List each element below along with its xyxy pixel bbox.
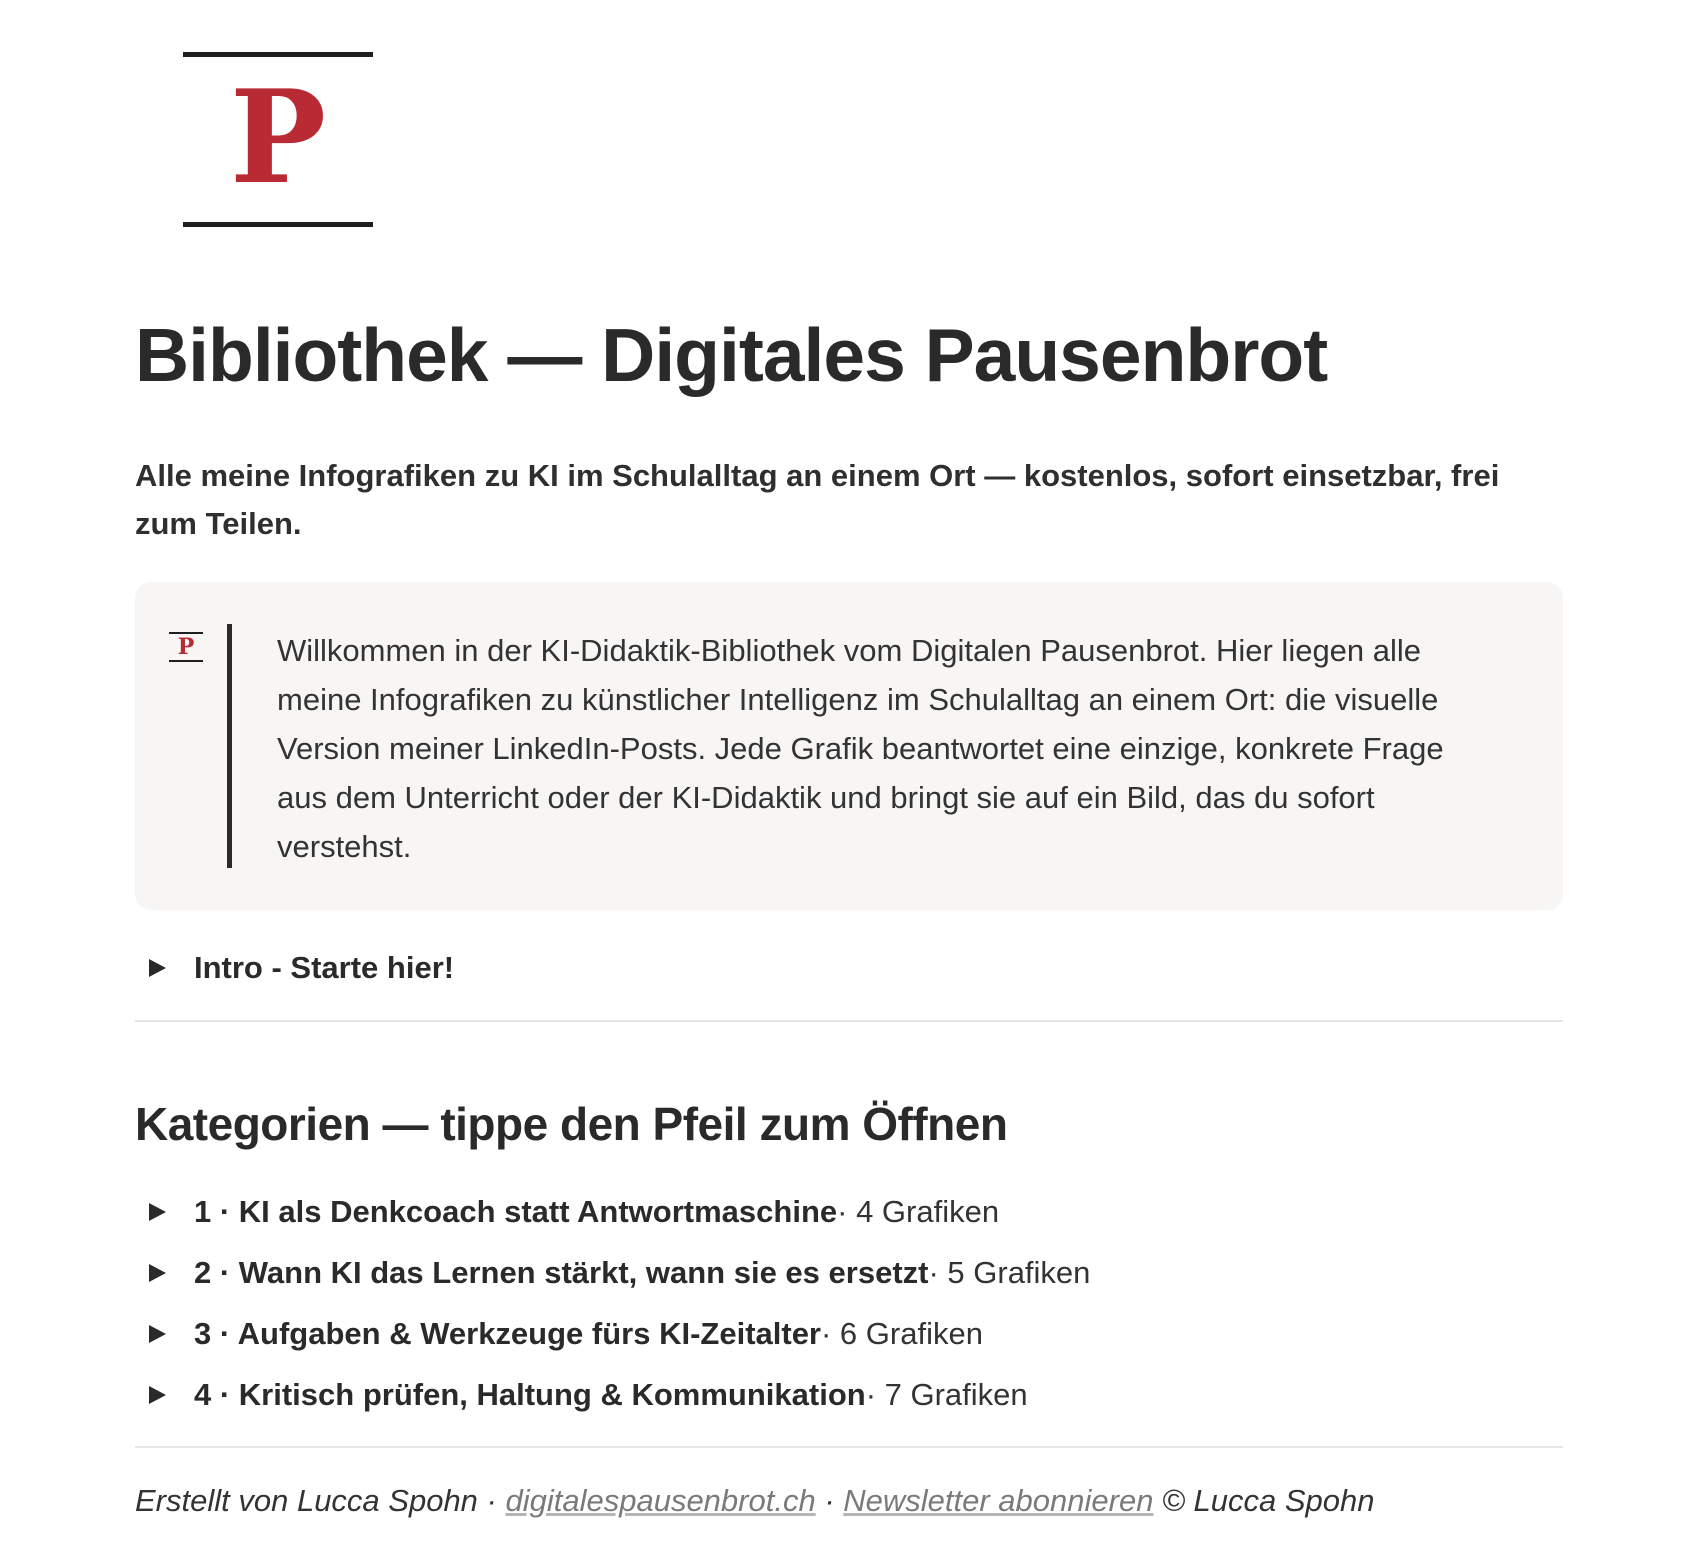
newsletter-link[interactable]: Newsletter abonnieren xyxy=(843,1483,1154,1518)
category-count: · 6 Grafiken xyxy=(821,1316,983,1351)
logo-icon-bottom-bar xyxy=(169,660,203,662)
triangle-right-icon[interactable] xyxy=(149,959,166,977)
category-count: · 7 Grafiken xyxy=(865,1377,1028,1412)
toggle-intro-label: Intro - Starte hier! xyxy=(194,950,455,985)
logo-icon-letter: P xyxy=(177,634,195,660)
triangle-right-icon[interactable] xyxy=(149,1325,166,1343)
category-count: · 4 Grafiken xyxy=(837,1194,1000,1229)
category-title: 4 · Kritisch prüfen, Haltung & Kommunikation xyxy=(194,1377,866,1412)
category-title: 3 · Aufgaben & Werkzeuge fürs KI-Zeitalter xyxy=(194,1316,821,1351)
pausenbrot-logo xyxy=(183,52,373,228)
divider xyxy=(135,1020,1563,1022)
page-title: Bibliothek — Digitales Pausenbrot xyxy=(135,313,1328,397)
site-link[interactable]: digitalespausenbrot.ch xyxy=(505,1483,816,1518)
footer-created-by: Erstellt von Lucca Spohn · xyxy=(135,1483,506,1518)
toggle-category-3[interactable] xyxy=(149,1309,983,1359)
category-title: 2 · Wann KI das Lernen stärkt, wann sie es ersetzt xyxy=(194,1255,929,1290)
logo-letter: P xyxy=(229,63,327,213)
quote-bar xyxy=(227,624,232,868)
page-subtitle: Alle meine Infografiken zu KI im Schulalltag an einem Ort — kostenlos, sofort einsetzbar, frei zum Teilen. xyxy=(135,458,1500,541)
toggle-intro[interactable] xyxy=(149,943,454,993)
footer-separator: · xyxy=(815,1483,844,1518)
categories-heading: Kategorien — tippe den Pfeil zum Öffnen xyxy=(135,1098,1008,1150)
toggle-category-4[interactable] xyxy=(149,1370,1028,1420)
toggle-category-2[interactable] xyxy=(149,1248,1090,1298)
welcome-callout xyxy=(135,582,1563,910)
footer-copyright: © Lucca Spohn xyxy=(1153,1483,1375,1518)
category-title: 1 · KI als Denkcoach statt Antwortmaschine xyxy=(194,1194,838,1229)
triangle-right-icon[interactable] xyxy=(149,1203,166,1221)
footer xyxy=(135,1478,1375,1524)
pausenbrot-logo-icon xyxy=(169,632,203,664)
triangle-right-icon[interactable] xyxy=(149,1264,166,1282)
logo-bottom-bar xyxy=(183,222,373,227)
triangle-right-icon[interactable] xyxy=(149,1386,166,1404)
logo-top-bar xyxy=(183,52,373,57)
callout-text: Willkommen in der KI-Didaktik-Bibliothek vom Digitalen Pausenbrot. Hier liegen alle meine Infografiken zu künstlicher Intelligenz im Schulalltag an einem Ort: die visuelle Version meiner LinkedIn-Posts. Jede Grafik beantwortet eine einzige, konkrete Frage aus dem Unterricht oder der KI-Didaktik und bringt sie auf ein Bild, das du sofort verstehst. xyxy=(277,633,1444,864)
divider xyxy=(135,1446,1563,1448)
toggle-category-1[interactable] xyxy=(149,1187,999,1237)
category-count: · 5 Grafiken xyxy=(928,1255,1091,1290)
